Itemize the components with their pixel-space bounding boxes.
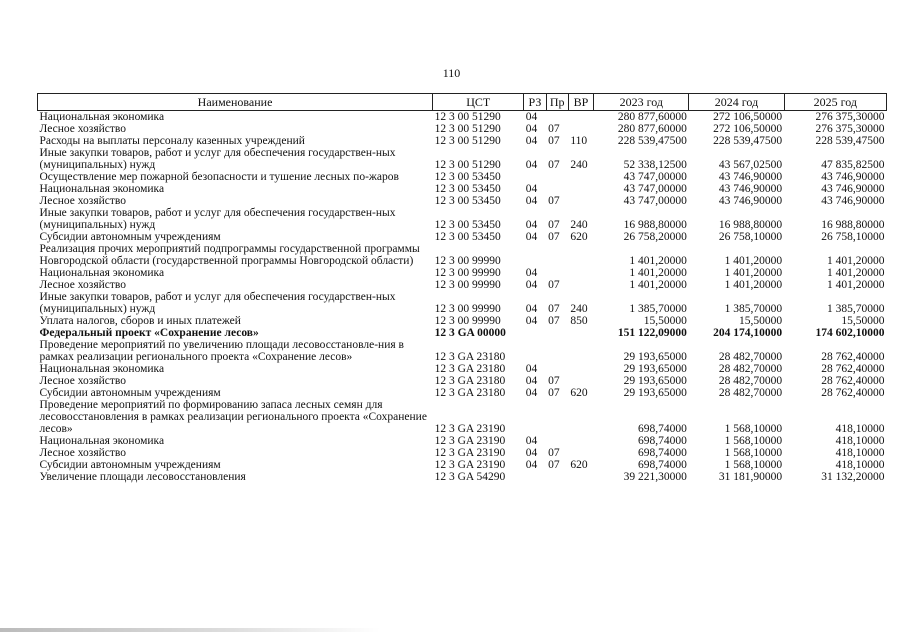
- table-row: [38, 111, 887, 124]
- row-cst: 12 3 00 53450: [434, 195, 501, 207]
- header-cst: ЦСТ: [433, 94, 524, 111]
- row-value-2023: 43 747,00000: [623, 171, 687, 183]
- row-vr: [568, 399, 593, 435]
- row-pr: [546, 111, 568, 124]
- row-name: Проведение мероприятий по увеличению площади лесовосстановле-ния в рамках реализации регионального проекта «Сохранение лесов»: [39, 339, 404, 363]
- row-value-2023: 43 747,00000: [623, 195, 687, 207]
- row-rz: 04: [525, 219, 538, 231]
- row-pr: [546, 471, 568, 483]
- row-cst: 12 3 00 51290: [434, 135, 501, 147]
- row-cst: 12 3 00 99990: [434, 255, 501, 267]
- row-cst: 12 3 00 51290: [434, 111, 501, 123]
- row-name: Уплата налогов, сборов и иных платежей: [39, 315, 241, 327]
- row-rz: [524, 171, 546, 183]
- table-row: [38, 339, 887, 363]
- row-cst: 12 3 00 53450: [434, 183, 501, 195]
- row-value-2024: 43 567,02500: [718, 159, 783, 171]
- row-vr: [568, 471, 593, 483]
- row-value-2024: 43 746,90000: [718, 171, 783, 183]
- table-row: [38, 171, 887, 183]
- row-value-2023: 15,50000: [643, 315, 687, 327]
- row-value-2024: 1 401,20000: [724, 279, 783, 291]
- row-cst: 12 3 GA 23190: [434, 423, 506, 435]
- row-value-2024: 1 385,70000: [724, 303, 783, 315]
- row-value-2025: 43 746,90000: [821, 183, 885, 195]
- row-name: Лесное хозяйство: [39, 123, 127, 135]
- row-value-2024: 204 174,10000: [713, 327, 783, 339]
- row-rz: [524, 339, 546, 363]
- row-cst: 12 3 GA 23190: [434, 435, 506, 447]
- row-rz: 04: [525, 111, 538, 123]
- row-pr: 07: [548, 375, 560, 387]
- row-rz: 04: [525, 459, 538, 471]
- row-pr: [546, 399, 568, 435]
- row-value-2024: 43 746,90000: [718, 183, 783, 195]
- row-cst: 12 3 GA 23190: [434, 459, 506, 471]
- row-cst: 12 3 00 51290: [434, 159, 501, 171]
- table-row: [38, 291, 887, 315]
- row-pr: 07: [548, 279, 560, 291]
- table-row: [38, 183, 887, 195]
- table-row: [38, 315, 887, 327]
- row-rz: 04: [525, 447, 538, 459]
- row-pr: 07: [548, 387, 560, 399]
- row-cst: 12 3 GA 54290: [434, 471, 506, 483]
- table-row: [38, 231, 887, 243]
- row-pr: 07: [548, 231, 560, 243]
- row-name: Федеральный проект «Сохранение лесов»: [39, 327, 259, 339]
- row-value-2024: 16 988,80000: [718, 219, 783, 231]
- table-row: [38, 375, 887, 387]
- row-value-2023: 698,74000: [638, 423, 687, 435]
- row-rz: 04: [525, 195, 538, 207]
- row-vr: [568, 279, 593, 291]
- row-value-2023: 39 221,30000: [623, 471, 687, 483]
- row-value-2023: 26 758,20000: [623, 231, 687, 243]
- row-pr: 07: [548, 135, 560, 147]
- row-cst: 12 3 GA 23180: [434, 363, 506, 375]
- row-name: Лесное хозяйство: [39, 375, 127, 387]
- table-row: [38, 123, 887, 135]
- row-value-2024: 272 106,50000: [713, 111, 783, 123]
- row-rz: 04: [525, 183, 538, 195]
- row-value-2023: 698,74000: [638, 435, 687, 447]
- table-row: [38, 459, 887, 471]
- row-value-2023: 16 988,80000: [623, 219, 687, 231]
- row-value-2025: 47 835,82500: [821, 159, 885, 171]
- row-value-2023: 698,74000: [638, 447, 687, 459]
- row-value-2023: 1 401,20000: [629, 267, 687, 279]
- row-value-2025: 418,10000: [835, 447, 885, 459]
- row-pr: [546, 267, 568, 279]
- row-cst: 12 3 GA 00000: [434, 327, 506, 339]
- row-name: Иные закупки товаров, работ и услуг для обеспечения государствен-ных (муниципальных) нужд: [39, 207, 396, 231]
- row-value-2025: 1 401,20000: [827, 279, 885, 291]
- row-value-2024: 28 482,70000: [718, 387, 783, 399]
- table-row: [38, 135, 887, 147]
- row-vr: [568, 111, 593, 124]
- row-cst: 12 3 00 99990: [434, 315, 501, 327]
- row-name: Осуществление мер пожарной безопасности и тушение лесных по-жаров: [39, 171, 399, 183]
- row-value-2023: 1 401,20000: [629, 279, 687, 291]
- table-row: [38, 267, 887, 279]
- row-vr: [568, 267, 593, 279]
- row-rz: 04: [525, 375, 538, 387]
- row-value-2023: 151 122,09000: [617, 327, 687, 339]
- row-name: Лесное хозяйство: [39, 447, 127, 459]
- row-vr: [568, 339, 593, 363]
- row-cst: 12 3 00 51290: [434, 123, 501, 135]
- header-pr: Пр: [546, 94, 568, 111]
- row-rz: 04: [525, 435, 538, 447]
- row-pr: 07: [548, 315, 560, 327]
- row-value-2024: 272 106,50000: [713, 123, 783, 135]
- row-value-2024: 228 539,47500: [713, 135, 783, 147]
- row-rz: [524, 327, 546, 339]
- row-pr: 07: [548, 195, 560, 207]
- row-value-2025: 28 762,40000: [821, 387, 885, 399]
- row-value-2023: 29 193,65000: [623, 351, 687, 363]
- row-value-2024: 28 482,70000: [718, 363, 783, 375]
- header-2023: 2023 год: [594, 94, 689, 111]
- row-name: Национальная экономика: [39, 435, 165, 447]
- row-name: Субсидии автономным учреждениям: [39, 387, 221, 399]
- row-rz: [524, 243, 546, 267]
- row-name: Проведение мероприятий по формированию запаса лесных семян для лесовосстановления в рамках реализации регионального проекта «Сохранение лесов»: [39, 399, 427, 435]
- row-value-2025: 28 762,40000: [821, 363, 885, 375]
- row-value-2023: 29 193,65000: [623, 375, 687, 387]
- row-name: Национальная экономика: [39, 267, 165, 279]
- row-value-2024: 43 746,90000: [718, 195, 783, 207]
- row-pr: 07: [548, 159, 560, 171]
- row-pr: [546, 339, 568, 363]
- row-value-2023: 1 401,20000: [629, 255, 687, 267]
- row-vr: 620: [570, 231, 588, 243]
- row-name: Лесное хозяйство: [39, 195, 127, 207]
- row-vr: [568, 435, 593, 447]
- table-row: [38, 399, 887, 435]
- page-number: 110: [442, 66, 461, 80]
- row-name: Лесное хозяйство: [39, 279, 127, 291]
- row-pr: [546, 363, 568, 375]
- row-name: Расходы на выплаты персоналу казенных учреждений: [39, 135, 305, 147]
- table-row: [38, 147, 887, 171]
- row-value-2023: 43 747,00000: [623, 183, 687, 195]
- row-vr: [568, 171, 593, 183]
- header-rz: РЗ: [524, 94, 546, 111]
- row-rz: 04: [525, 159, 538, 171]
- row-cst: 12 3 GA 23180: [434, 387, 506, 399]
- row-value-2025: 1 401,20000: [827, 267, 885, 279]
- row-pr: [546, 183, 568, 195]
- row-rz: 04: [525, 363, 538, 375]
- budget-table: [37, 93, 887, 483]
- row-vr: [568, 327, 593, 339]
- table-row: [38, 327, 887, 339]
- row-pr: 07: [548, 123, 560, 135]
- row-vr: 240: [570, 219, 588, 231]
- row-value-2024: 31 181,90000: [718, 471, 783, 483]
- row-vr: 620: [570, 387, 588, 399]
- row-rz: 04: [525, 387, 538, 399]
- row-value-2025: 15,50000: [841, 315, 885, 327]
- row-vr: [568, 363, 593, 375]
- row-pr: [546, 435, 568, 447]
- row-value-2025: 28 762,40000: [821, 351, 885, 363]
- table-row: [38, 195, 887, 207]
- row-pr: 07: [548, 303, 560, 315]
- row-name: Субсидии автономным учреждениям: [39, 459, 221, 471]
- row-rz: 04: [525, 315, 538, 327]
- row-value-2024: 28 482,70000: [718, 375, 783, 387]
- row-pr: [546, 171, 568, 183]
- row-value-2025: 43 746,90000: [821, 171, 885, 183]
- row-name: Национальная экономика: [39, 363, 165, 375]
- row-rz: 04: [525, 231, 538, 243]
- row-cst: 12 3 00 99990: [434, 267, 501, 279]
- row-value-2024: 1 568,10000: [724, 447, 783, 459]
- row-vr: 110: [570, 135, 588, 147]
- row-value-2023: 280 877,60000: [617, 111, 687, 123]
- row-value-2025: 1 401,20000: [827, 255, 885, 267]
- row-vr: [568, 195, 593, 207]
- row-pr: 07: [548, 219, 560, 231]
- row-vr: [568, 375, 593, 387]
- row-value-2023: 29 193,65000: [623, 387, 687, 399]
- row-pr: 07: [548, 447, 560, 459]
- row-vr: 240: [570, 159, 588, 171]
- row-value-2023: 228 539,47500: [617, 135, 687, 147]
- table-row: [38, 207, 887, 231]
- row-value-2025: 16 988,80000: [821, 219, 885, 231]
- row-value-2025: 1 385,70000: [827, 303, 885, 315]
- row-value-2024: 1 568,10000: [724, 423, 783, 435]
- row-cst: 12 3 GA 23180: [434, 375, 506, 387]
- row-cst: 12 3 GA 23190: [434, 447, 506, 459]
- row-value-2025: 28 762,40000: [821, 375, 885, 387]
- row-value-2025: 31 132,20000: [821, 471, 885, 483]
- row-value-2023: 280 877,60000: [617, 123, 687, 135]
- table-header-row: [38, 94, 887, 111]
- row-rz: 04: [525, 303, 538, 315]
- scan-edge-shadow: [0, 628, 380, 632]
- row-vr: 850: [570, 315, 588, 327]
- row-cst: 12 3 00 53450: [434, 219, 501, 231]
- row-value-2025: 276 375,30000: [815, 123, 885, 135]
- row-rz: [524, 471, 546, 483]
- row-pr: 07: [548, 459, 560, 471]
- row-value-2024: 26 758,10000: [718, 231, 783, 243]
- row-vr: [568, 447, 593, 459]
- row-name: Иные закупки товаров, работ и услуг для обеспечения государствен-ных (муниципальных) нужд: [39, 291, 396, 315]
- row-value-2025: 174 602,10000: [815, 327, 885, 339]
- row-value-2025: 418,10000: [835, 459, 885, 471]
- row-rz: 04: [525, 267, 538, 279]
- row-name: Увеличение площади лесовосстановления: [39, 471, 246, 483]
- row-name: Субсидии автономным учреждениям: [39, 231, 221, 243]
- row-value-2023: 698,74000: [638, 459, 687, 471]
- row-name: Национальная экономика: [39, 111, 165, 123]
- row-name: Иные закупки товаров, работ и услуг для обеспечения государствен-ных (муниципальных) нужд: [39, 147, 396, 171]
- row-value-2024: 1 401,20000: [724, 267, 783, 279]
- table-row: [38, 471, 887, 483]
- row-rz: 04: [525, 279, 538, 291]
- row-rz: [524, 399, 546, 435]
- header-2025: 2025 год: [784, 94, 886, 111]
- row-vr: [568, 123, 593, 135]
- row-cst: 12 3 00 53450: [434, 231, 501, 243]
- row-vr: 620: [570, 459, 588, 471]
- row-value-2025: 228 539,47500: [815, 135, 885, 147]
- row-value-2025: 276 375,30000: [815, 111, 885, 123]
- row-cst: 12 3 00 53450: [434, 171, 501, 183]
- header-name: Наименование: [38, 94, 433, 111]
- row-value-2024: 1 568,10000: [724, 435, 783, 447]
- row-value-2025: 418,10000: [835, 423, 885, 435]
- table-row: [38, 279, 887, 291]
- row-value-2024: 1 401,20000: [724, 255, 783, 267]
- row-value-2025: 43 746,90000: [821, 195, 885, 207]
- row-value-2025: 418,10000: [835, 435, 885, 447]
- row-cst: 12 3 GA 23180: [434, 351, 506, 363]
- table-body: [38, 111, 887, 484]
- row-name: Реализация прочих мероприятий подпрограммы государственной программы Новгородской области (государственной программы Новгородской области): [39, 243, 420, 267]
- row-rz: 04: [525, 135, 538, 147]
- table-row: [38, 447, 887, 459]
- row-cst: 12 3 00 99990: [434, 303, 501, 315]
- table-row: [38, 435, 887, 447]
- row-value-2023: 1 385,70000: [629, 303, 687, 315]
- row-rz: 04: [525, 123, 538, 135]
- row-pr: [546, 243, 568, 267]
- row-value-2023: 29 193,65000: [623, 363, 687, 375]
- row-value-2025: 26 758,10000: [821, 231, 885, 243]
- row-pr: [546, 327, 568, 339]
- row-vr: 240: [570, 303, 588, 315]
- row-cst: 12 3 00 99990: [434, 279, 501, 291]
- table-row: [38, 387, 887, 399]
- row-vr: [568, 243, 593, 267]
- row-value-2024: 1 568,10000: [724, 459, 783, 471]
- row-value-2023: 52 338,12500: [623, 159, 687, 171]
- header-2024: 2024 год: [689, 94, 784, 111]
- row-vr: [568, 183, 593, 195]
- row-name: Национальная экономика: [39, 183, 165, 195]
- row-value-2024: 28 482,70000: [718, 351, 783, 363]
- header-vr: ВР: [568, 94, 593, 111]
- row-value-2024: 15,50000: [738, 315, 783, 327]
- table-row: [38, 243, 887, 267]
- table-row: [38, 363, 887, 375]
